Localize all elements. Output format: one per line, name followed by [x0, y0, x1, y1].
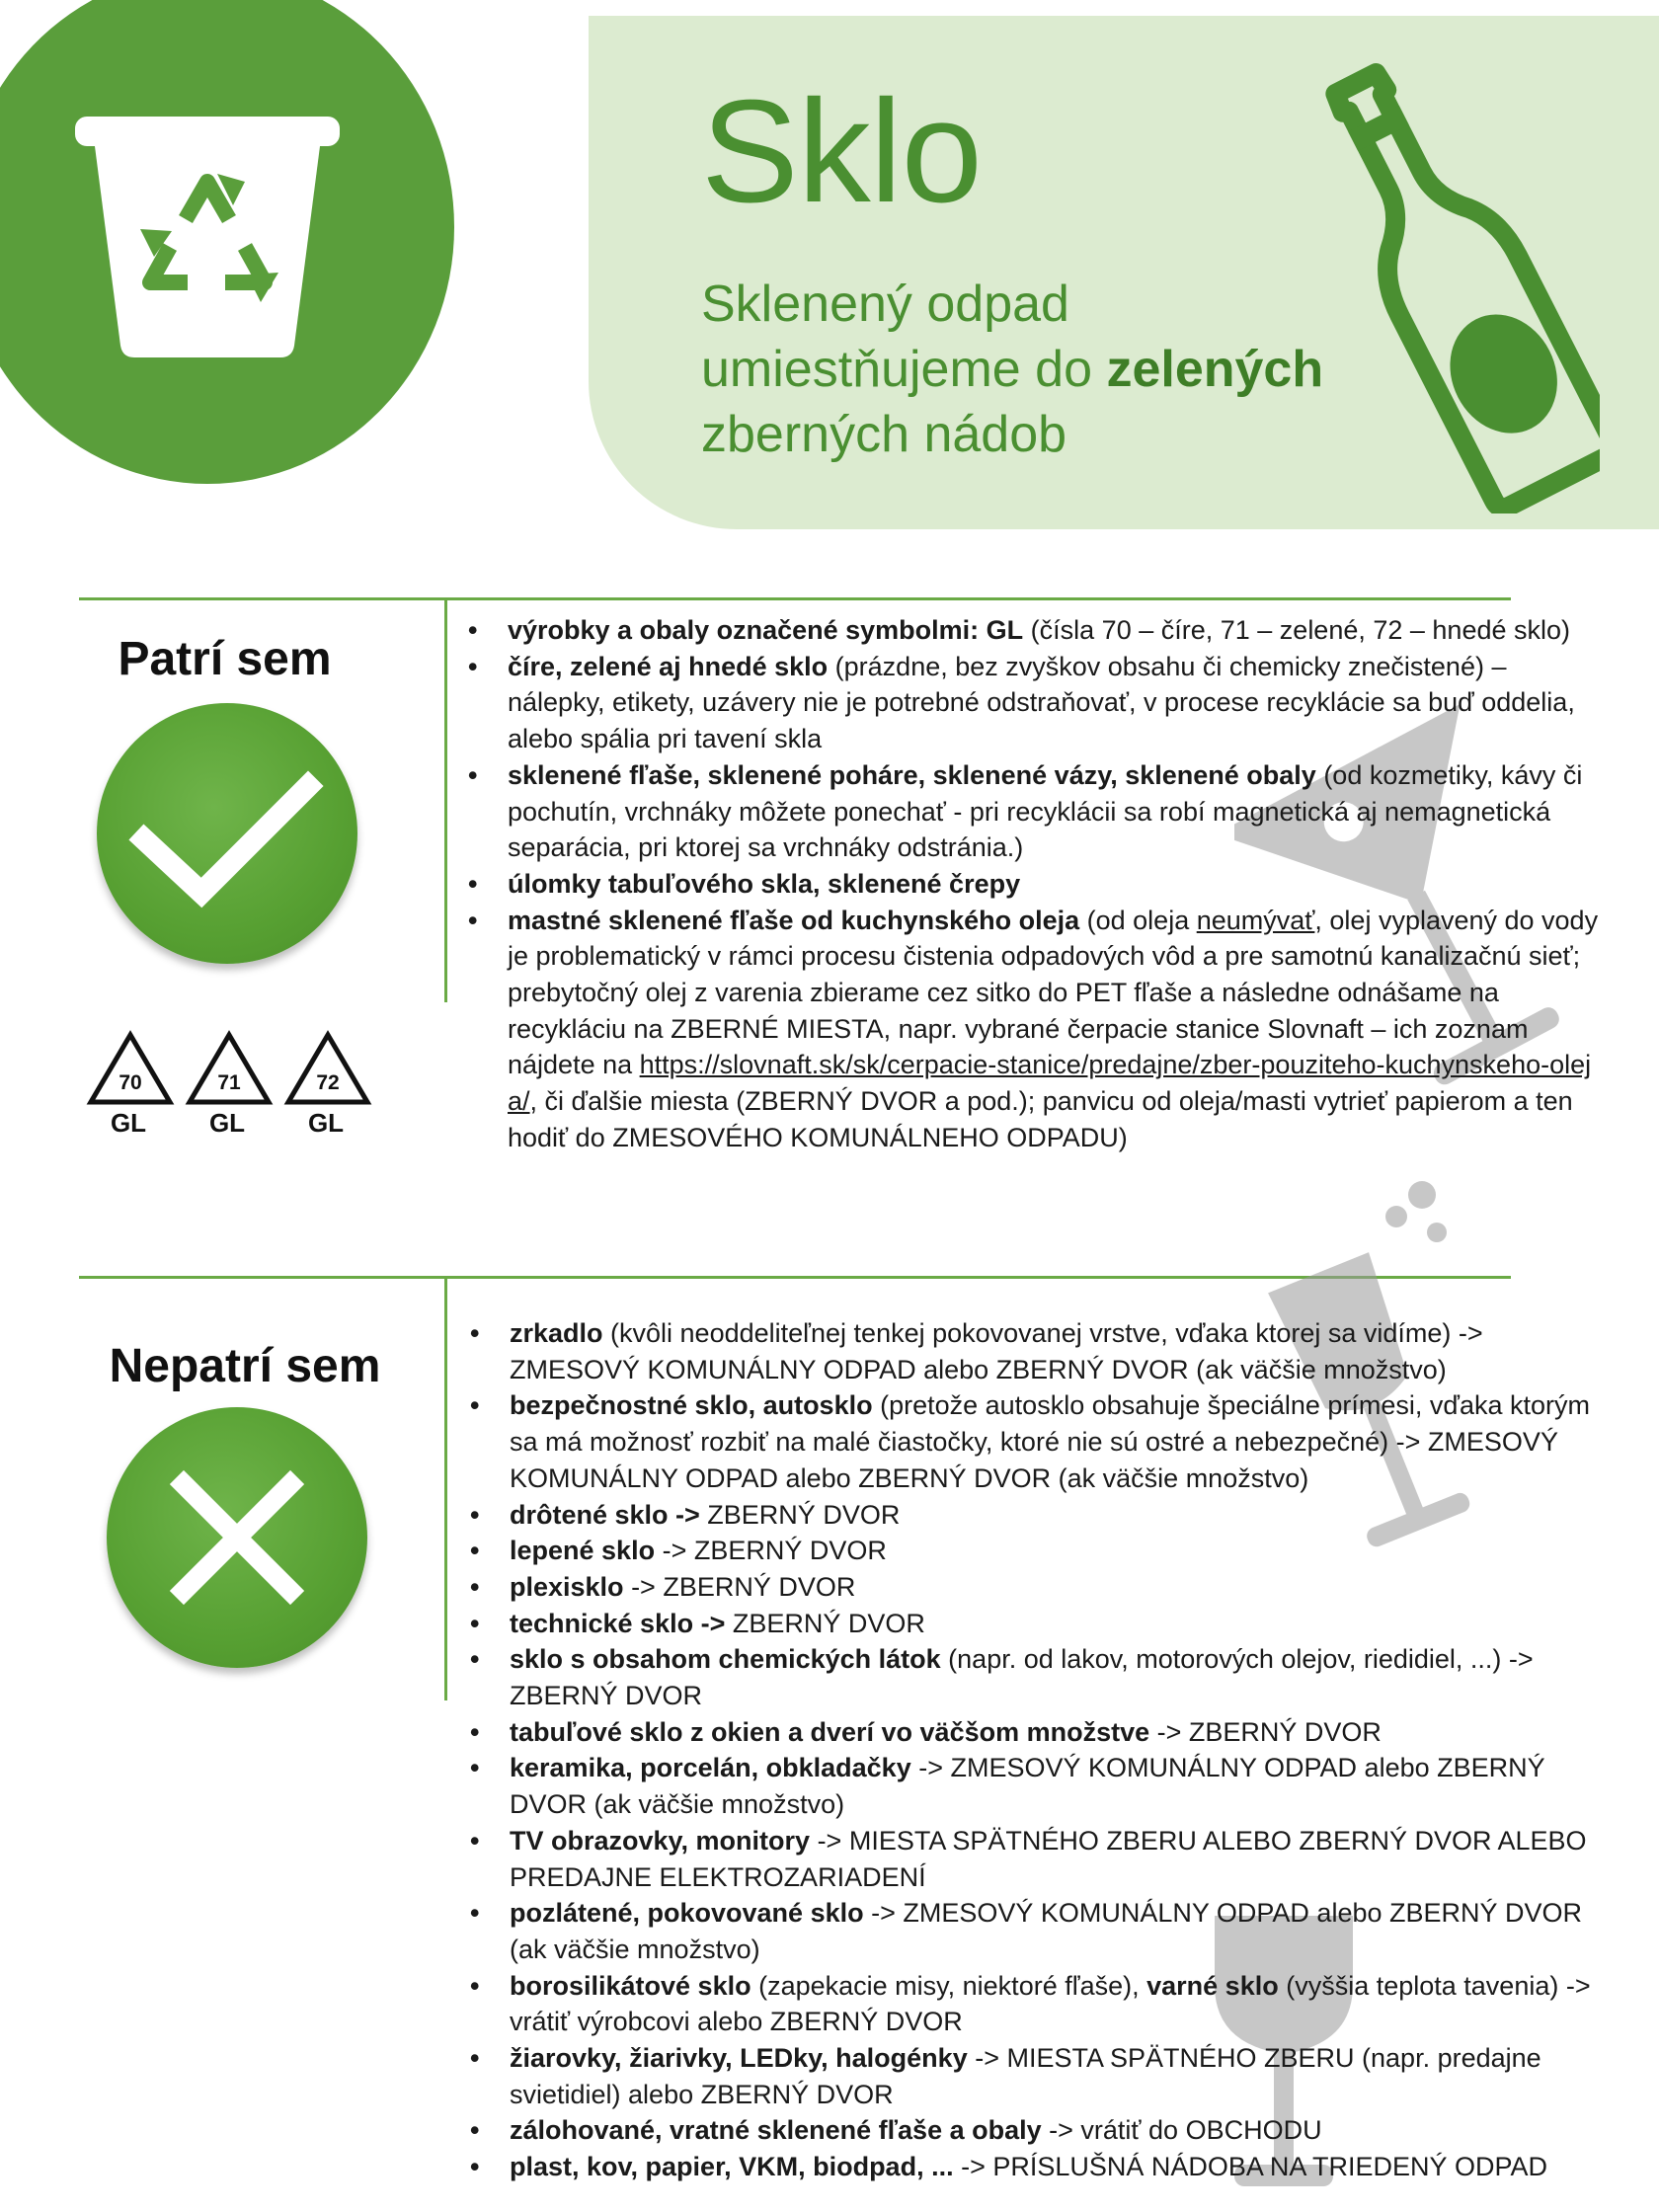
page-title: Sklo [701, 70, 982, 233]
allowed-list [464, 612, 1610, 1156]
not-allowed-item-4: • lepené sklo -> ZBERNÝ DVOR [466, 1533, 1612, 1569]
resin-code-70: 70 [118, 1071, 142, 1094]
allowed-title: Patrí sem [118, 633, 332, 685]
not-allowed-item-11: • pozlátené, pokovované sklo -> ZMESOVÝ KOMUNÁLNY ODPAD alebo ZBERNÝ DVOR (ak väčšie množstvo) [466, 1895, 1612, 1967]
not-allowed-title: Nepatrí sem [109, 1340, 381, 1392]
not-allowed-item-1: • zrkadlo (kvôli neoddeliteľnej tenkej pokovovanej vrstve, vďaka ktorej sa vidíme) -> ZMESOVÝ KOMUNÁLNY ODPAD alebo ZBERNÝ DVOR (ak väčšie množstvo) [466, 1315, 1612, 1387]
not-allowed-item-2: • bezpečnostné sklo, autosklo (pretože autosklo obsahuje špeciálne prímesi, vďaka ktorým sa má možnosť rozbiť na malé čiastočky, ktoré nie sú ostré a nebezpečné) -> ZMESOVÝ KOMUNÁLNY ODPAD alebo ZBERNÝ DVOR (ak väčšie množstvo) [466, 1387, 1612, 1496]
divider-not-allowed-vertical [444, 1276, 447, 1700]
not-allowed-item-8: • tabuľové sklo z okien a dverí vo väčšom množstve -> ZBERNÝ DVOR [466, 1714, 1612, 1751]
slovnaft-link[interactable]: https://slovnaft.sk/sk/cerpacie-stanice/predajne/zber-pouziteho-kuchynskeho-oleja/ [508, 1050, 1592, 1117]
not-allowed-item-3: • drôtené sklo -> ZBERNÝ DVOR [466, 1497, 1612, 1534]
allowed-badge [97, 703, 357, 964]
allowed-item-oil: • mastné sklenené fľaše od kuchynského oleja (od oleja neumývať, olej vyplavený do vody je problematický v rámci procesu čistenia odpadových vôd a pre samotnú kanalizačnú sieť; prebytočný olej z varenia zbierame cez sitko do PET fľaše a následne odnášame na recykláciu na ZBERNÉ MIESTA, napr. vybrané čerpacie stanice Slovnaft – ich zoznam nájdete na https://slovnaft.sk/sk/cerpacie-stanice/predajne/zber-pouziteho-kuchynskeho-oleja/, či ďalšie miesta (ZBERNÝ DVOR a pod.); panvicu od oleja/masti vytrieť papierom a ten hodiť do ZMESOVÉHO KOMUNÁLNEHO ODPADU) [464, 903, 1610, 1156]
allowed-item-2: • číre, zelené aj hnedé sklo (prázdne, bez zvyškov obsahu či chemicky znečistené) – nálepky, etikety, uzávery nie je potrebné odstraňovať, v procese recyklácie sa buď oddelia, alebo spália pri tavení skla [464, 649, 1610, 757]
resin-codes [79, 1027, 385, 1146]
divider-allowed-vertical [444, 597, 447, 1002]
not-allowed-item-5: • plexisklo -> ZBERNÝ DVOR [466, 1569, 1612, 1606]
allowed-item-4: • úlomky tabuľového skla, sklenené črepy [464, 866, 1610, 903]
divider-allowed [79, 597, 1511, 600]
not-allowed-item-borosilicate: • borosilikátové sklo (zapekacie misy, niektoré fľaše), varné sklo (vyššia teplota tavenia) -> vrátiť výrobcovi alebo ZBERNÝ DVOR [466, 1968, 1612, 2040]
resin-code-71: 71 [217, 1071, 241, 1094]
page-subtitle: Sklenený odpad umiestňujeme do zelených zberných nádob [701, 276, 1324, 463]
allowed-item-1: • výrobky a obaly označené symbolmi: GL (čísla 70 – číre, 71 – zelené, 72 – hnedé sklo) [464, 612, 1610, 649]
resin-label-72: GL [307, 1108, 345, 1138]
not-allowed-badge [107, 1407, 367, 1668]
allowed-item-3: • sklenené fľaše, sklenené poháre, sklenené vázy, sklenené obaly (od kozmetiky, kávy či pochutín, vrchnáky môžete ponechať - pri recyklácii sa robí magnetická aj nemagnetická separácia, pri ktorej sa vrchnáky odstránia.) [464, 757, 1610, 866]
not-allowed-item-12: • žiarovky, žiarivky, LEDky, halogénky -> MIESTA SPÄTNÉHO ZBERU (napr. predajne svietidiel) alebo ZBERNÝ DVOR [466, 2040, 1612, 2112]
check-icon [97, 703, 357, 964]
not-allowed-item-14: • plast, kov, papier, VKM, biodpad, ... -> PRÍSLUŠNÁ NÁDOBA NA TRIEDENÝ ODPAD [466, 2149, 1612, 2185]
not-allowed-item-7: • sklo s obsahom chemických látok (napr. od lakov, motorových olejov, riedidiel, ...) -> ZBERNÝ DVOR [466, 1641, 1612, 1713]
resin-label-71: GL [208, 1108, 246, 1138]
not-allowed-item-10: • TV obrazovky, monitory -> MIESTA SPÄTNÉHO ZBERU ALEBO ZBERNÝ DVOR ALEBO PREDAJNE ELEKTROZARIADENÍ [466, 1823, 1612, 1895]
resin-label-70: GL [110, 1108, 147, 1138]
bottle-icon [1313, 49, 1600, 514]
resin-code-72: 72 [316, 1071, 340, 1094]
recycle-bin-icon [69, 109, 346, 365]
cross-icon [107, 1407, 367, 1668]
not-allowed-item-9: • keramika, porcelán, obkladačky -> ZMESOVÝ KOMUNÁLNY ODPAD alebo ZBERNÝ DVOR (ak väčšie množstvo) [466, 1750, 1612, 1822]
recycling-code-triangles [79, 1027, 385, 1146]
not-allowed-list [466, 1315, 1612, 2185]
not-allowed-item-13: • zálohované, vratné sklenené fľaše a obaly -> vrátiť do OBCHODU [466, 2112, 1612, 2149]
not-allowed-item-6: • technické sklo -> ZBERNÝ DVOR [466, 1606, 1612, 1642]
